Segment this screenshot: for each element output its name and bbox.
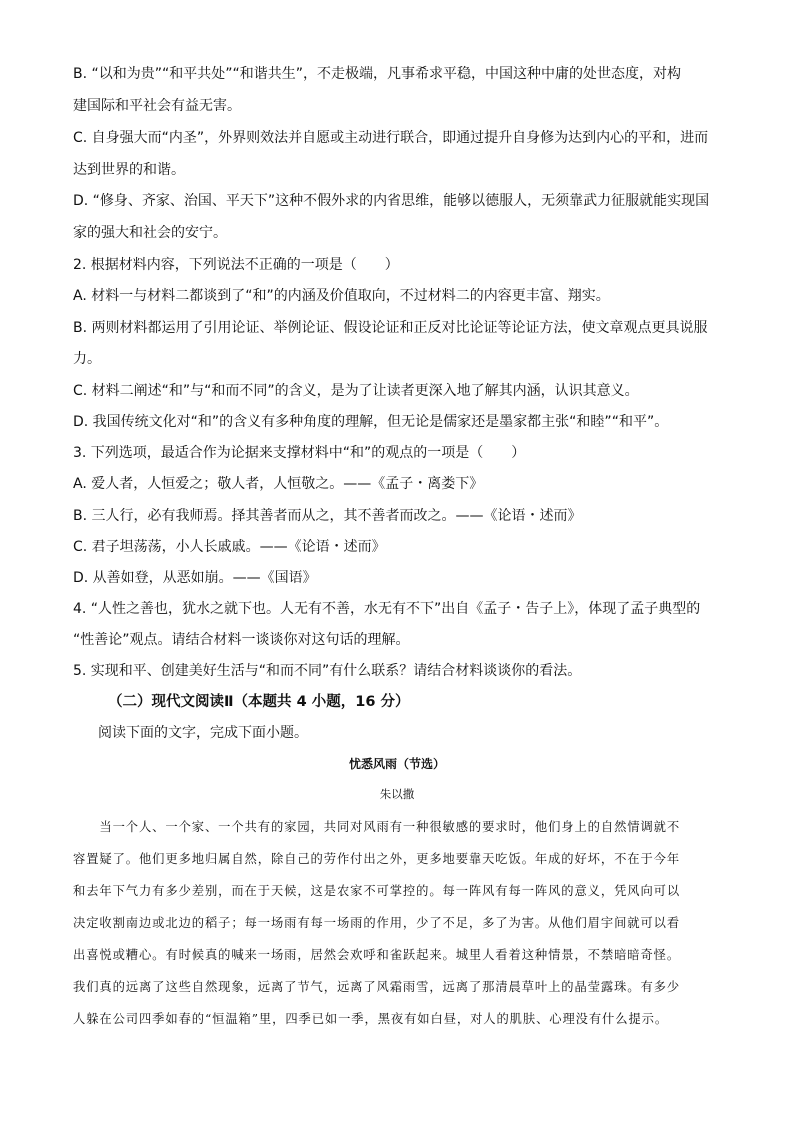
- question-5: 5. 实现和平、创建美好生活与“和而不同”有什么联系？请结合材料谈谈你的看法。: [73, 663, 582, 679]
- question-3: 3. 下列选项，最适合作为论据来支撑材料中“和”的观点的一项是（ ）: [73, 445, 526, 461]
- option-c-line-1: C. 自身强大而“内圣”，外界则效法并自愿或主动进行联合，即通过提升自身修为达到内心的平和，进而: [73, 130, 709, 146]
- q3-option-a: A. 爱人者，人恒爱之；敬人者，人恒敬之。——《孟子・离娄下》: [73, 476, 484, 492]
- q2-option-b-line-2: 力。: [73, 351, 101, 367]
- q3-option-b: B. 三人行，必有我师焉。择其善者而从之，其不善者而改之。——《论语・述而》: [73, 508, 582, 524]
- prose-line: 我们真的远离了这些自然现象，远离了节气，远离了风霜雨雪，远离了那清晨草叶上的晶莹露珠。有多少: [73, 980, 681, 994]
- article-author: 朱以撒: [379, 787, 415, 801]
- prose-line: 和去年下气力有多少差别，而在于天候，这是农家不可掌控的。每一阵风有每一阵风的意义，凭风向可以: [73, 884, 681, 898]
- option-c-line-2: 达到世界的和谐。: [73, 162, 185, 178]
- prose-line: 出喜悦或糟心。有时候真的喊来一场雨，居然会欢呼和雀跃起来。城里人看着这种情景，不禁暗暗奇怪。: [73, 948, 681, 962]
- q2-option-a: A. 材料一与材料二都谈到了“和”的内涵及价值取向，不过材料二的内容更丰富、翔实。: [73, 288, 610, 304]
- option-b-line-2: 建国际和平社会有益无害。: [73, 98, 241, 114]
- option-b-line-1: B. “以和为贵”“和平共处”“和谐共生”，不走极端，凡事希求平稳，中国这种中庸的处世态度，对构: [73, 66, 682, 82]
- reading-instruction: 阅读下面的文字，完成下面小题。: [98, 725, 308, 741]
- question-4-line-1: 4. “人性之善也，犹水之就下也。人无有不善，水无有不下”出自《孟子・告子上》，体现了孟子典型的: [73, 601, 701, 617]
- question-4-line-2: “性善论”观点。请结合材料一谈谈你对这句话的理解。: [73, 632, 410, 648]
- article-title: 忧悉风雨（节选）: [348, 757, 445, 771]
- option-d-line-1: D. “修身、齐家、治国、平天下”这种不假外求的内省思维，能够以德服人，无须靠武力征服就能实现国: [73, 193, 710, 209]
- q2-option-b-line-1: B. 两则材料都运用了引用论证、举例论证、假设论证和正反对比论证等论证方法，使文章观点更具说服: [73, 320, 708, 336]
- q2-option-c: C. 材料二阐述“和”与“和而不同”的含义，是为了让读者更深入地了解其内涵，认识其意义。: [73, 383, 639, 399]
- q2-option-d: D. 我国传统文化对“和”的含义有多种角度的理解，但无论是儒家还是墨家都主张“和睦”“和平”。: [73, 414, 669, 430]
- option-d-line-2: 家的强大和社会的安宁。: [73, 225, 227, 241]
- q3-option-d: D. 从善如登，从恶如崩。——《国语》: [73, 570, 317, 586]
- question-2: 2. 根据材料内容，下列说法不正确的一项是（ ）: [73, 257, 399, 273]
- q3-option-c: C. 君子坦荡荡，小人长戚戚。——《论语・述而》: [73, 539, 386, 555]
- prose-line: 当一个人、一个家、一个共有的家园，共同对风雨有一种很敏感的要求时，他们身上的自然情调就不: [73, 820, 681, 834]
- prose-line: 容置疑了。他们更多地归属自然，除自己的劳作付出之外，更多地要靠天吃饭。年成的好坏，不在于今年: [73, 852, 681, 866]
- section-heading: （二）现代文阅读Ⅱ（本题共 4 小题，16 分）: [108, 694, 410, 710]
- prose-line: 人躲在公司四季如春的“恒温箱”里，四季已如一季，黑夜有如白昼，对人的肌肤、心理没有什么提示。: [73, 1012, 669, 1026]
- prose-line: 决定收割南边或北边的稻子；每一场雨有每一场雨的作用，少了不足，多了为害。从他们眉宇间就可以看: [73, 916, 681, 930]
